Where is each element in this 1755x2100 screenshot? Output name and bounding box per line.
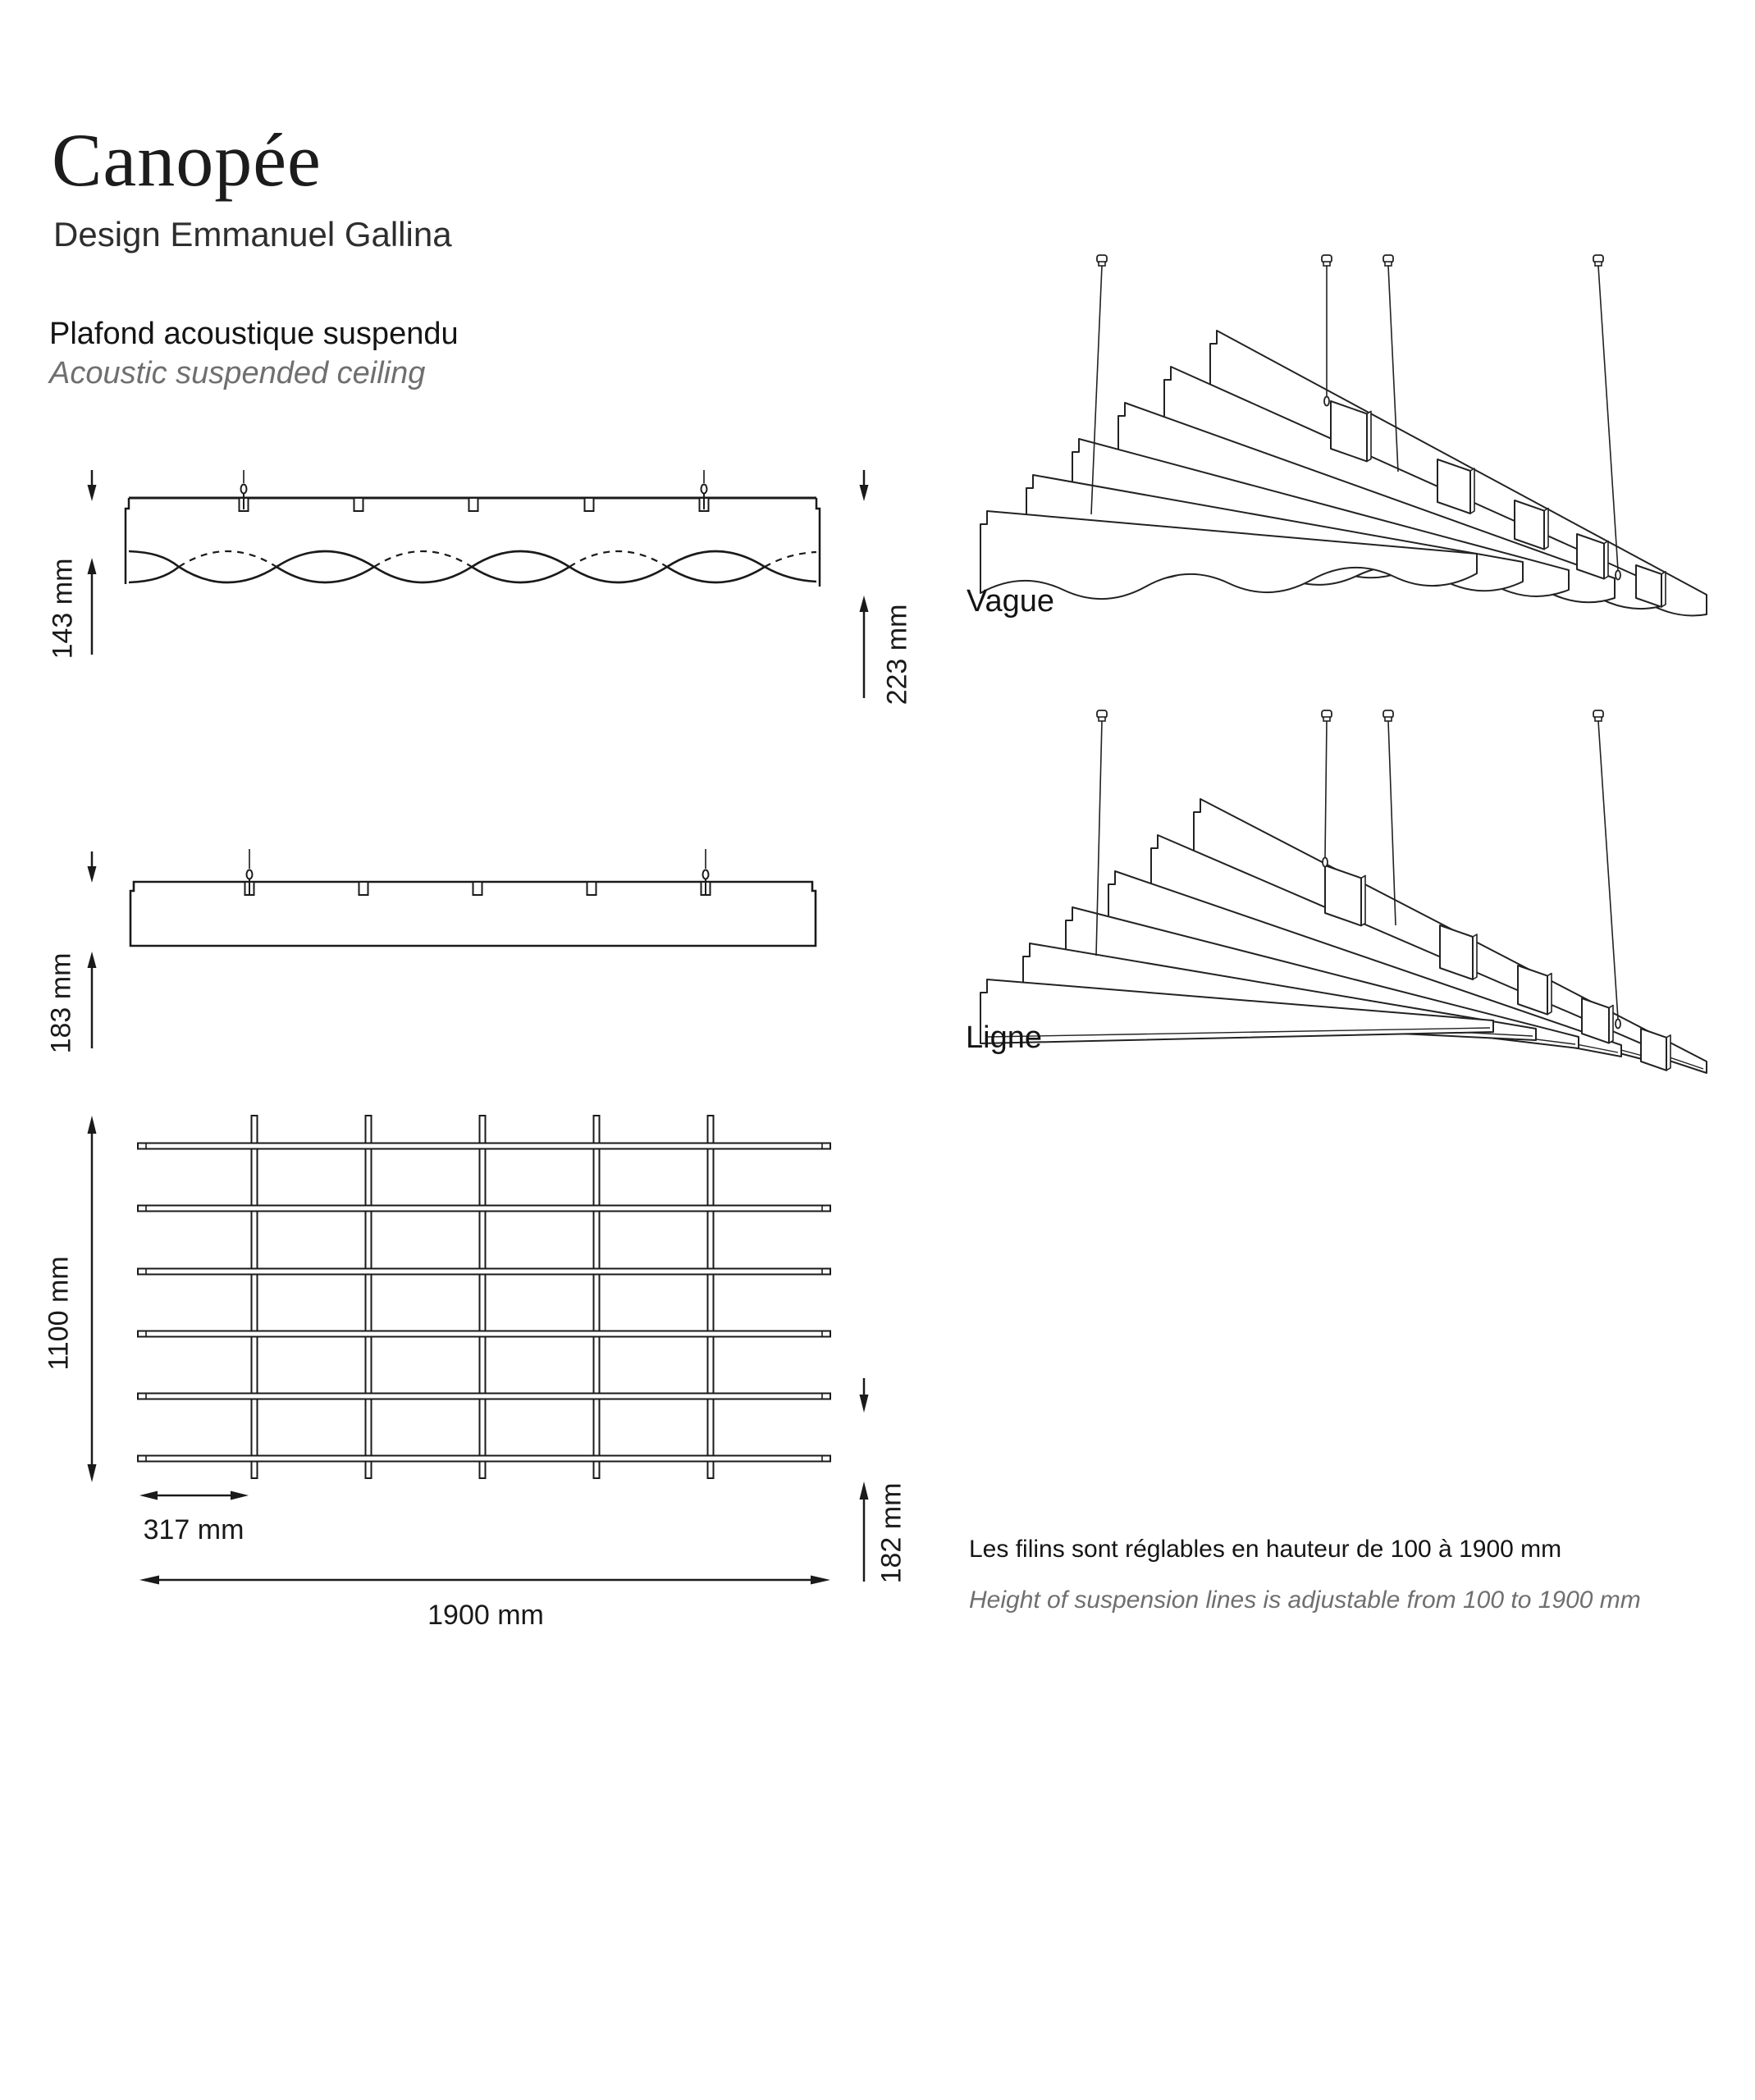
side-view-vague-drawing [49, 447, 935, 751]
arrow-up-icon [88, 1116, 97, 1134]
suspension-wire [1388, 721, 1396, 925]
arrow-up-icon [88, 558, 97, 574]
suspension-wire [1325, 721, 1327, 857]
arrow-up-icon [860, 1481, 869, 1500]
perspective-ligne-drawing [952, 681, 1739, 1083]
dim-label-1100: 1100 mm [43, 1256, 75, 1371]
wire-connector-icon [1616, 571, 1620, 580]
perspective-vague-drawing [952, 226, 1739, 636]
footnote-english: Height of suspension lines is adjustable from 100 to 1900 mm [969, 1586, 1641, 1614]
page-title: Canopée [52, 118, 322, 202]
arrow-up-icon [860, 596, 869, 612]
ceiling-anchor-base [1323, 262, 1330, 266]
dim-label-183: 183 mm [45, 952, 77, 1054]
ceiling-anchor-base [1595, 262, 1602, 266]
arrow-right-icon [811, 1576, 830, 1585]
arrow-up-icon [88, 952, 97, 968]
ceiling-anchor-base [1385, 262, 1392, 266]
arrow-down-icon [88, 866, 97, 883]
subtitle-english: Acoustic suspended ceiling [49, 356, 426, 390]
wave-profile-solid [129, 551, 816, 582]
ceiling-anchor-base [1099, 262, 1105, 266]
wire-connector-icon [1323, 858, 1328, 867]
dim-label-223: 223 mm [881, 604, 913, 705]
variant-label-ligne: Ligne [966, 1020, 1042, 1055]
dim-label-317: 317 mm [143, 1514, 245, 1545]
suspension-wire [1598, 266, 1618, 570]
grid-vertical-slats [252, 1116, 714, 1478]
ceiling-anchor-base [1323, 717, 1330, 721]
arrow-down-icon [860, 485, 869, 501]
variant-label-vague: Vague [967, 584, 1055, 619]
ceiling-anchor-base [1595, 717, 1602, 721]
dim-label-182: 182 mm [875, 1482, 907, 1584]
arrow-left-icon [139, 1576, 159, 1585]
suspension-wire [1598, 721, 1618, 1019]
hanger-tabs [240, 498, 709, 511]
ceiling-anchor-base [1385, 717, 1392, 721]
hanging-plate [1641, 1029, 1666, 1071]
arrow-down-icon [860, 1395, 869, 1413]
ceiling-anchor-base [1099, 717, 1105, 721]
footnote-french: Les filins sont réglables en hauteur de 100 à 1900 mm [969, 1536, 1562, 1563]
side-view-ligne-drawing [49, 837, 935, 1083]
arrow-right-icon [231, 1491, 249, 1500]
dim-label-143: 143 mm [47, 558, 79, 660]
arrow-down-icon [88, 485, 97, 501]
plan-view-grid-drawing [49, 1107, 935, 1649]
dim-label-1900: 1900 mm [427, 1600, 544, 1631]
arrow-down-icon [88, 1464, 97, 1482]
designer-credit: Design Emmanuel Gallina [53, 215, 452, 253]
wire-connector-icon [1616, 1020, 1620, 1029]
wire-connector-icon [1324, 397, 1329, 406]
subtitle-french: Plafond acoustique suspendu [49, 317, 459, 351]
arrow-left-icon [139, 1491, 158, 1500]
